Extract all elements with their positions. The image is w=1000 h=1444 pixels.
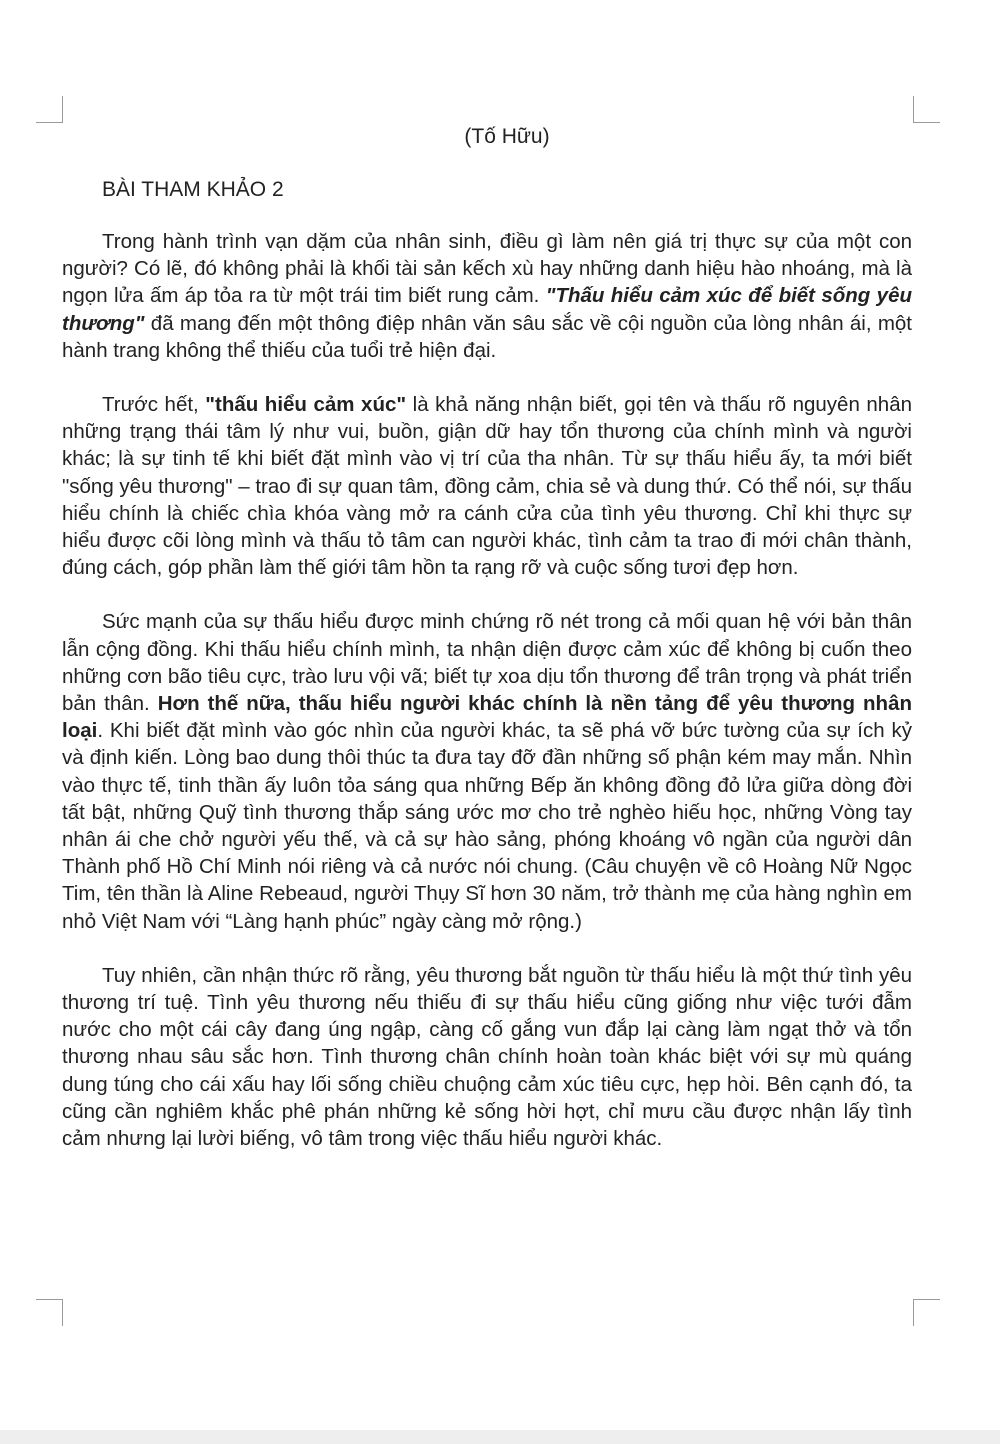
crop-mark-bottom-right xyxy=(913,1299,940,1326)
paragraph-definition xyxy=(62,391,912,581)
crop-mark-bottom-left xyxy=(36,1299,63,1326)
paragraph-intro xyxy=(62,228,912,364)
author-attribution: (Tố Hữu) xyxy=(464,125,550,148)
paragraph-text: Trong hành trình vạn dặm của nhân sinh, điều gì làm nên giá trị thực sự của một con người? Có lẽ, đó không phải là khối tài sản kếch xù hay những danh hiệu hào nhoáng, mà là ngọn lửa ấm áp tỏa ra từ một trái tim biết rung cảm. xyxy=(62,230,912,308)
bold-statement: Hơn thế nữa, thấu hiểu người khác chính là nền tảng để yêu thương nhân loại xyxy=(62,692,912,743)
crop-mark-top-left xyxy=(36,96,63,123)
section-heading: BÀI THAM KHẢO 2 xyxy=(102,178,284,201)
paragraph-text: là khả năng nhận biết, gọi tên và thấu rõ nguyên nhân những trạng thái tâm lý như vui, buồn, giận dữ hay tổn thương của chính mình và người khác; là sự tinh tế khi biết đặt mình vào vị trí của tha nhân. Từ sự thấu hiểu ấy, ta mới biết "sống yêu thương" – trao đi sự quan tâm, đồng cảm, chia sẻ và dung thứ. Có thể nói, sự thấu hiểu chính là chiếc chìa khóa vàng mở ra cánh cửa của tình yêu thương. Chỉ khi thực sự hiểu được cõi lòng mình và thấu tỏ tâm can người khác, tình cảm ta trao đi mới chân thành, đúng cách, góp phần làm thế giới tâm hồn ta rạng rỡ và cuộc sống tươi đẹp hơn. xyxy=(62,393,913,580)
bold-term: "thấu hiểu cảm xúc" xyxy=(205,393,407,417)
crop-mark-top-right xyxy=(913,96,940,123)
bottom-strip xyxy=(0,1430,1000,1444)
paragraph-text: Trước hết, xyxy=(102,393,206,417)
paragraph-text: . Khi biết đặt mình vào góc nhìn của người khác, ta sẽ phá vỡ bức tường của sự ích kỷ và định kiến. Lòng bao dung thôi thúc ta đưa tay đỡ đần những số phận kém may mắn. Nhìn vào thực tế, tinh thần ấy luôn tỏa sáng qua những Bếp ăn không đồng đỏ lửa giữa dòng đời tất bật, những Quỹ tình thương thắp sáng ước mơ cho trẻ nghèo hiếu học, những Vòng tay nhân ái che chở người yếu thế, và cả sự hào sảng, phóng khoáng vô ngần của người dân Thành phố Hồ Chí Minh nói riêng và cả nước nói chung. (Câu chuyện về cô Hoàng Nữ Ngọc Tim, tên thần là Aline Rebeaud, người Thụy Sĩ hơn 30 năm, trở thành mẹ của hàng nghìn em nhỏ Việt Nam với “Làng hạnh phúc” ngày càng mở rộng.) xyxy=(62,719,912,933)
quoted-topic: "Thấu hiểu cảm xúc để biết sống yêu thương" xyxy=(62,284,912,335)
paragraph-evidence xyxy=(62,608,912,934)
paragraph-text: đã mang đến một thông điệp nhân văn sâu sắc về cội nguồn của lòng nhân ái, một hành trang không thể thiếu của tuổi trẻ hiện đại. xyxy=(62,311,912,362)
paragraph-counterpoint: Tuy nhiên, cần nhận thức rõ rằng, yêu thương bắt nguồn từ thấu hiểu là một thứ tình yêu thương trí tuệ. Tình yêu thương nếu thiếu đi sự thấu hiểu cũng giống như việc tưới đẫm nước cho một cái cây đang úng ngập, càng cố gắng vun đắp lại càng làm ngạt thở và tổn thương nhau sâu sắc hơn. Tình thương chân chính hoàn toàn khác biệt với sự mù quáng dung túng cho cái xấu hay lối sống chiều chuộng cảm xúc tiêu cực, hẹp hòi. Bên cạnh đó, ta cũng cần nghiêm khắc phê phán những kẻ sống hời hợt, chỉ mưu cầu được nhận lấy tình cảm nhưng lại lười biếng, vô tâm trong việc thấu hiểu người khác. xyxy=(62,963,912,1151)
document-body xyxy=(62,122,912,1179)
paragraph-text: Sức mạnh của sự thấu hiểu được minh chứng rõ nét trong cả mối quan hệ với bản thân lẫn cộng đồng. Khi thấu hiểu chính mình, ta nhận diện được cảm xúc để không bị cuốn theo những cơn bão tiêu cực, trào lưu vội vã; biết tự xoa dịu tổn thương để trân trọng và phát triển bản thân. xyxy=(62,610,912,716)
